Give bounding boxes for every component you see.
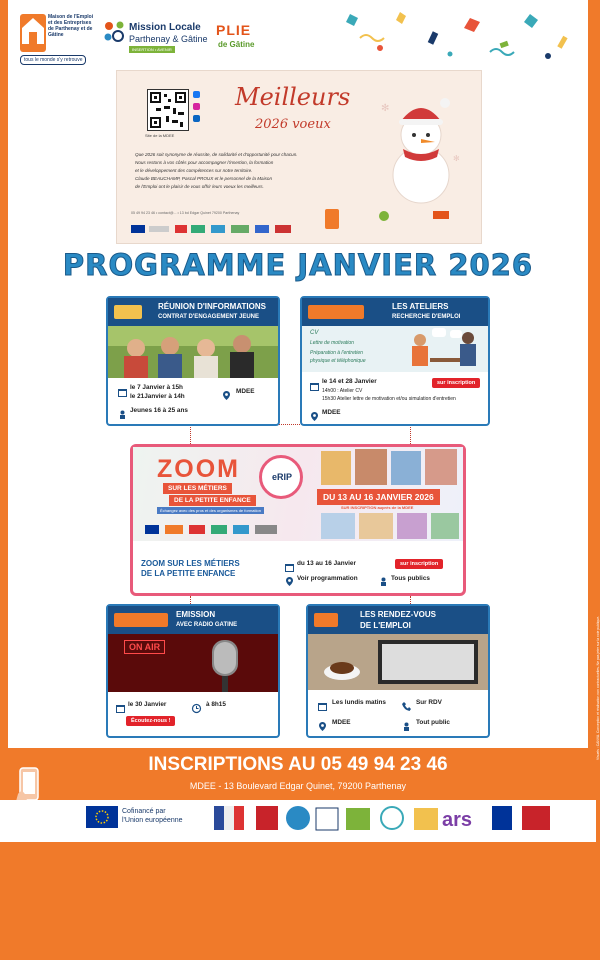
location-pin-icon [310, 408, 319, 426]
card-subtitle: CONTRAT D'ENGAGEMENT JEUNE [158, 314, 259, 320]
partner-logos-icon [114, 613, 168, 627]
zoom-subtitle-1: SUR LES MÉTIERS [163, 483, 232, 494]
inscription-badge[interactable]: sur inscription [395, 559, 443, 569]
card-zoom-petite-enfance[interactable] [130, 444, 466, 596]
card-header [308, 606, 488, 634]
person-icon [402, 718, 411, 736]
zoom-caption-line: ZOOM SUR LES MÉTIERS [141, 559, 240, 568]
calendar-icon [310, 378, 319, 396]
connector-line [410, 424, 411, 444]
card-subtitle: AVEC RADIO GATINE [176, 622, 238, 628]
voeux-line: Claude BEAUCHAMP, Pascal PROUX et le personnel de la Maison [135, 176, 273, 181]
board-cv: CV [310, 330, 319, 336]
zoom-partner-logos [143, 519, 313, 539]
voeux-year: 2026 voeux [255, 117, 331, 132]
location-pin-icon [222, 387, 231, 405]
zoom-tagline: Échangez avec des pros et des organismes de formation [157, 507, 264, 514]
phone-icon [402, 698, 411, 716]
microphone-icon [188, 634, 268, 692]
erip-label: eRIP [272, 472, 293, 482]
mission-locale-place: Parthenay & Gâtine [129, 34, 208, 44]
inscriptions-phone[interactable]: INSCRIPTIONS AU 05 49 94 23 46 [148, 754, 448, 775]
mdee-house-icon [20, 14, 46, 52]
instagram-icon[interactable] [193, 103, 200, 110]
rdv-audience: Tout public [416, 719, 450, 726]
emission-time: à 8h15 [206, 701, 226, 708]
reunion-date-2: le 21Janvier à 14h [130, 393, 185, 400]
linkedin-icon[interactable] [193, 115, 200, 122]
board-entretien: Préparation à l'entretien [310, 350, 363, 356]
rdv-when: Les lundis matins [332, 699, 386, 706]
board-tel: physique et téléphonique [310, 358, 366, 364]
zoom-dates: du 13 au 16 Janvier [297, 560, 356, 567]
credit-text: Visuels : CANVA. Conception et réalisation non contractuelles. Ne pas jeter sur la voie publique. [596, 615, 600, 760]
eu-text-2: l'Union européenne [122, 817, 183, 824]
inscription-badge[interactable]: sur inscription [432, 378, 480, 388]
voeux-footer: 05 49 94 23 46 • contact@... • 13 bd Edgar Quinet 79200 Parthenay [131, 211, 240, 215]
voeux-org-logos [323, 207, 473, 237]
mission-locale-logo [103, 16, 208, 60]
calendar-icon [118, 384, 127, 402]
voeux-card [116, 70, 482, 244]
erip-magnifier-icon [259, 455, 303, 499]
ateliers-dates: le 14 et 28 Janvier [322, 378, 377, 385]
calendar-icon [318, 698, 327, 716]
voeux-line: de l'Emploi ont le plaisir de vous offrir leurs voeux les meilleurs. [135, 184, 264, 189]
zoom-banner [133, 447, 463, 541]
eu-flag-icon [86, 806, 118, 828]
children-photos-2 [321, 513, 459, 539]
plie-place: de Gâtine [218, 40, 255, 49]
card-ateliers[interactable] [300, 296, 490, 426]
card-reunion-cej[interactable] [106, 296, 280, 426]
mdee-logo [20, 14, 94, 64]
ateliers-line-1: 14h00 : Atelier CV [322, 388, 363, 394]
svg-text:✻: ✻ [453, 154, 460, 163]
zoom-title: ZOOM [157, 455, 240, 483]
mission-locale-dots-icon [103, 20, 127, 46]
card-header [108, 606, 278, 634]
voeux-line: Que 2026 soit synonyme de réussite, de solidarité et d'opportunité pour chacun. [135, 152, 298, 157]
plie-name: PLIE [216, 22, 252, 38]
person-icon [379, 573, 388, 591]
voeux-partner-logos [131, 223, 331, 235]
voeux-line: et le développement des compétences sur notre territoire. [135, 168, 253, 173]
location-pin-icon [318, 718, 327, 736]
partner-logos-row [206, 802, 556, 836]
mdee-logo-text: Maison de l'Emploi et des Entreprises de Parthenay et de Gâtine [48, 14, 94, 38]
card-title: RÉUNION D'INFORMATIONS [158, 302, 266, 311]
zoom-programme-link[interactable]: Voir programmation [297, 575, 358, 582]
emission-date: le 30 Janvier [128, 701, 167, 708]
on-air-sign: ON AIR [124, 640, 165, 654]
partner-logos-icon [308, 305, 364, 319]
qr-code[interactable] [147, 89, 189, 131]
reunion-date-1: le 7 Janvier à 15h [130, 384, 183, 391]
card-rendez-vous-emploi[interactable] [306, 604, 490, 738]
interview-scene [402, 326, 488, 372]
listen-badge[interactable]: Écoutez-nous ! [126, 716, 175, 726]
facebook-icon[interactable] [193, 91, 200, 98]
partners-bar [0, 800, 596, 842]
mdee-mini-logo-icon [314, 613, 338, 627]
zoom-audience: Tous publics [391, 575, 430, 582]
svg-text:ars: ars [442, 809, 473, 831]
zoom-caption-line: DE LA PETITE ENFANCE [141, 569, 236, 578]
mission-locale-name: Mission Locale [129, 22, 201, 33]
person-icon [118, 406, 127, 424]
children-photos [321, 449, 459, 487]
ateliers-line-2: 15h30 Atelier lettre de motivation et/ou simulation d'entretien [322, 396, 456, 402]
zoom-inscription-banner: SUR INSCRIPTION auprès de la MDEE [341, 505, 414, 510]
rdv-mode: Sur RDV [416, 699, 442, 706]
programme-title: PROGRAMME JANVIER 2026 [62, 248, 534, 282]
voeux-line: Nous restons à vos côtés pour accompagner l'insertion, la formation [135, 160, 274, 165]
reunion-place: MDEE [236, 388, 255, 395]
svg-text:✻: ✻ [381, 103, 390, 114]
card-header [108, 298, 278, 326]
card-subtitle: DE L'EMPLOI [360, 621, 411, 630]
card-title: LES RENDEZ-VOUS [360, 610, 437, 619]
cej-logo-icon [114, 305, 142, 319]
snowman-illustration [369, 91, 469, 201]
card-emission-radio[interactable] [106, 604, 280, 738]
board-lettre: Lettre de motivation [310, 340, 354, 346]
radio-photo [108, 634, 278, 692]
inscriptions-address: MDEE - 13 Boulevard Edgar Quinet, 79200 Parthenay [189, 781, 407, 791]
card-subtitle: RECHERCHE D'EMPLOI [392, 314, 461, 320]
zoom-date-banner: DU 13 AU 16 JANVIER 2026 [317, 489, 440, 505]
plie-logo [212, 18, 262, 58]
reunion-audience: Jeunes 16 à 25 ans [130, 407, 188, 414]
card-title: LES ATELIERS [392, 302, 449, 311]
mission-locale-tag: INSERTION • AVENIR [129, 46, 175, 53]
card-title: EMISSION [176, 610, 216, 619]
clock-icon [192, 700, 201, 718]
ateliers-illustration [302, 326, 488, 372]
mdee-tagline: tous le monde s'y retrouve [20, 55, 86, 65]
qr-caption: Site de la MDEE [145, 133, 175, 138]
rdv-place: MDEE [332, 719, 351, 726]
connector-line [190, 424, 191, 444]
laptop-coffee-photo [308, 634, 488, 690]
young-people-photo [108, 326, 278, 378]
ateliers-place: MDEE [322, 409, 341, 416]
voeux-title: Meilleurs [235, 83, 351, 111]
confetti-decoration [340, 8, 580, 66]
zoom-subtitle-2: DE LA PETITE ENFANCE [169, 495, 256, 506]
card-header [302, 298, 488, 326]
zoom-caption [141, 559, 240, 579]
eu-text-1: Cofinancé par [122, 808, 166, 815]
location-pin-icon [285, 573, 294, 591]
voeux-message [135, 151, 353, 191]
calendar-icon [116, 700, 125, 718]
